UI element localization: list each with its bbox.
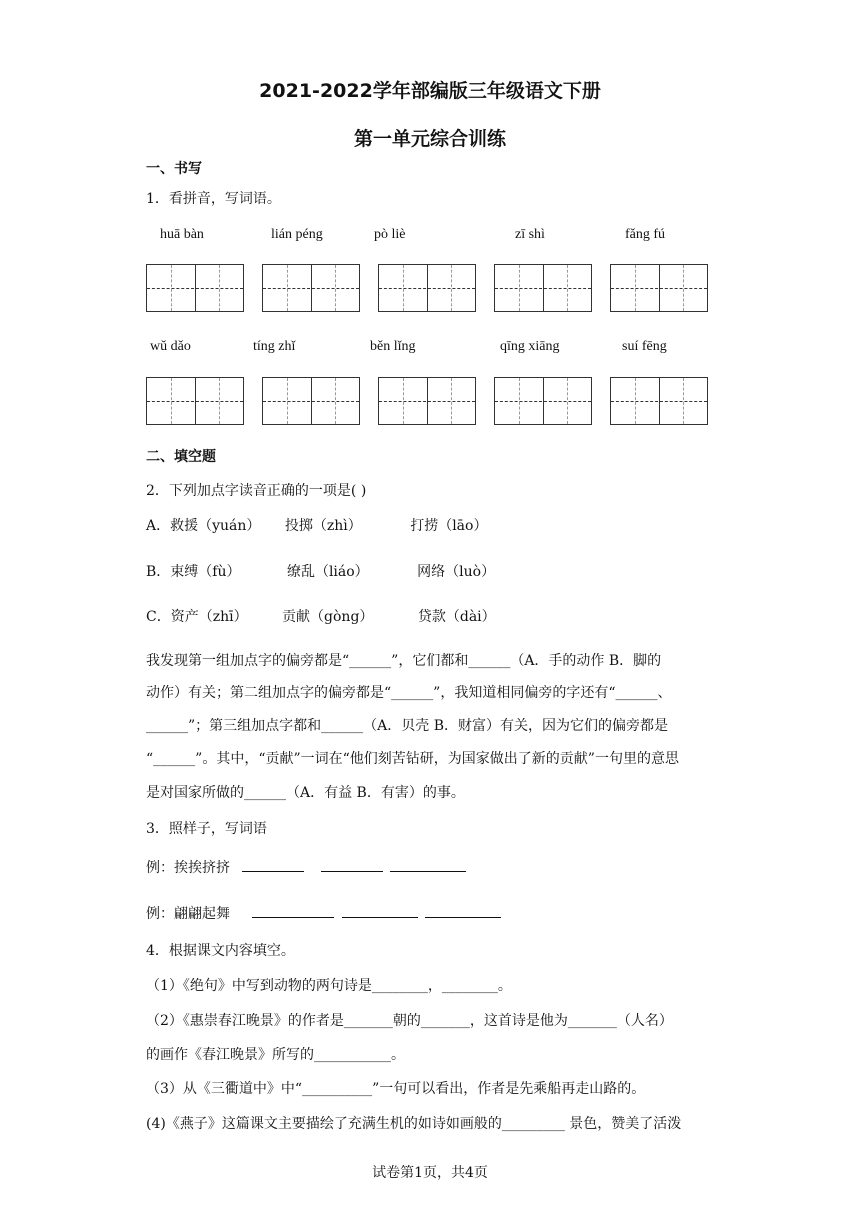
option-a xyxy=(146,515,487,535)
option-word: 网络（luò） xyxy=(417,564,496,580)
writing-grid[interactable] xyxy=(378,264,476,312)
paragraph-line: 动作）有关；第二组加点字的偏旁都是“______”，我知道相同偏旁的字还有“______、 xyxy=(146,685,672,701)
question-4-2: （2）《惠崇春江晚景》的作者是_______朝的_______，这首诗是他为_______（人名） xyxy=(146,1013,673,1029)
question-4: 4．根据课文内容填空。 xyxy=(146,943,295,959)
writing-grid[interactable] xyxy=(610,377,708,425)
question-4-3: （3）从《三衢道中》中“__________”一句可以看出，作者是先乘船再走山路的。 xyxy=(146,1081,646,1097)
writing-grid[interactable] xyxy=(262,264,360,312)
pinyin-label: wǔ dǎo xyxy=(150,339,191,354)
question-4-1: （1）《绝句》中写到动物的两句诗是________，________。 xyxy=(146,978,512,994)
example-1 xyxy=(146,857,466,877)
option-word: 资产（zhī） xyxy=(170,609,248,625)
option-label: C． xyxy=(146,609,171,625)
option-label: B． xyxy=(146,564,171,580)
option-word: 贷款（dài） xyxy=(417,609,496,625)
section-heading-2: 二、填空题 xyxy=(146,449,216,465)
answer-blank[interactable] xyxy=(390,857,466,872)
page-footer: 试卷第1页，共4页 xyxy=(372,1165,488,1181)
option-word: 缭乱（liáo） xyxy=(286,564,369,580)
option-label: A． xyxy=(146,518,171,534)
question-4-2-cont: 的画作《春江晚景》所写的___________。 xyxy=(146,1047,405,1063)
option-b xyxy=(146,561,495,581)
option-word: 救援（yuán） xyxy=(170,518,261,534)
writing-grid[interactable] xyxy=(610,264,708,312)
pinyin-label: huā bàn xyxy=(160,227,204,242)
example-label: 例：翩翩起舞 xyxy=(146,906,230,922)
question-3: 3．照样子，写词语 xyxy=(146,821,267,837)
pinyin-label: zī shì xyxy=(515,227,545,242)
answer-blank[interactable] xyxy=(342,903,418,918)
paragraph-line: ______”；第三组加点字都和______（A．贝壳 B．财富）有关，因为它们的偏旁都是 xyxy=(146,718,669,734)
pinyin-label: pò liè xyxy=(374,227,406,242)
writing-grid[interactable] xyxy=(262,377,360,425)
example-label: 例：挨挨挤挤 xyxy=(146,860,230,876)
writing-grid[interactable] xyxy=(494,264,592,312)
writing-grid[interactable] xyxy=(378,377,476,425)
paragraph-line: “______”。其中，“贡献”一词在“他们刻苦钻研，为国家做出了新的贡献”一句里的意思 xyxy=(146,751,679,767)
writing-grid[interactable] xyxy=(146,264,244,312)
answer-blank[interactable] xyxy=(242,857,304,872)
option-word: 打捞（lāo） xyxy=(410,518,488,534)
option-word: 投掷（zhì） xyxy=(284,518,362,534)
option-word: 束缚（fù） xyxy=(170,564,241,580)
pinyin-label: tíng zhǐ xyxy=(253,339,296,354)
pinyin-label: fǎng fú xyxy=(625,227,666,242)
answer-blank[interactable] xyxy=(425,903,501,918)
question-4-4: (4)《燕子》这篇课文主要描绘了充满生机的如诗如画般的_________ 景色，赞美了活泼 xyxy=(146,1116,682,1132)
page-subtitle: 第一单元综合训练 xyxy=(353,128,506,150)
pinyin-label: suí fēng xyxy=(622,339,667,354)
option-word: 贡献（gòng） xyxy=(282,609,374,625)
pinyin-label: qīng xiāng xyxy=(500,339,560,354)
section-heading-1: 一、书写 xyxy=(146,161,202,177)
answer-blank[interactable] xyxy=(321,857,383,872)
example-2 xyxy=(146,903,501,923)
paragraph-line: 我发现第一组加点字的偏旁都是“______”，它们都和______（A．手的动作 B．脚的 xyxy=(146,653,662,669)
pinyin-label: lián péng xyxy=(271,227,323,242)
paragraph-line: 是对国家所做的______（A．有益 B．有害）的事。 xyxy=(146,785,465,801)
pinyin-label: běn lǐng xyxy=(370,339,416,354)
page-title: 2021-2022学年部编版三年级语文下册 xyxy=(259,80,601,102)
option-c xyxy=(146,606,496,626)
question-2: 2．下列加点字读音正确的一项是( ) xyxy=(146,483,367,499)
writing-grid[interactable] xyxy=(146,377,244,425)
writing-grid[interactable] xyxy=(494,377,592,425)
question-1: 1．看拼音，写词语。 xyxy=(146,191,281,207)
answer-blank[interactable] xyxy=(252,903,334,918)
